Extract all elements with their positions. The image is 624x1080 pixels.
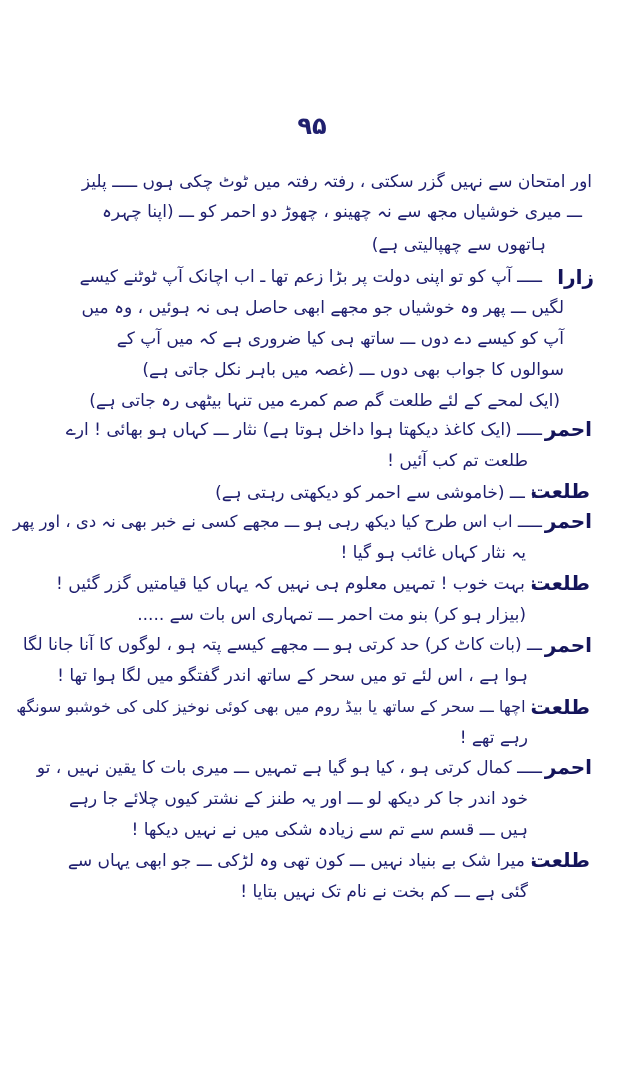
speaker-name: احمر [544, 633, 592, 657]
speaker-name: طلعت [530, 479, 590, 503]
page-number: ۹۵ [297, 112, 327, 140]
speaker-name: زارا [557, 265, 594, 289]
speaker-name: احمر [544, 417, 592, 441]
dialogue-line: : اچھا ـــ سحر کے ساتھ یا بیڈ روم میں بھی کوئی نوخیز کلی کی خوشبو سونگھ [16, 697, 536, 716]
text-line: آپ کو کیسے دے دوں ـــ ساتھ ہی کیا ضروری ہے کہ میں آپ کے [116, 329, 564, 349]
dialogue-line: : ـــ (خاموشی سے احمر کو دیکھتی رہتی ہے) [215, 483, 536, 503]
dialogue-line: ـــ (بات کاٹ کر) حد کرتی ہو ـــ مجھے کیسے پتہ ہو ، لوگوں کا آنا جانا لگا [22, 635, 542, 655]
stage-direction: (ایک لمحے کے لئے طلعت گم صم کمرے میں تنہا بیٹھی رہ جاتی ہے) [89, 391, 560, 411]
speaker-name: طلعت [530, 848, 590, 872]
text-line: خود اندر جا کر دیکھ لو ـــ اور یہ طنز کے نشتر کیوں چلائے جا رہے [69, 789, 528, 809]
stage-direction: (بیزار ہو کر) بنو مت احمر ـــ تمہاری اس بات سے ..... [137, 605, 526, 625]
speaker-name: طلعت [530, 695, 590, 719]
text-line: یہ نثار کہاں غائب ہو گیا ! [340, 543, 526, 563]
text-line: ہوا ہے ، اس لئے تو میں سحر کے ساتھ اندر گفتگو میں لگا ہوا تھا ! [57, 666, 528, 686]
text-line: گئی ہے ـــ کم بخت نے نام تک نہیں بتایا ! [240, 882, 528, 902]
text-line: ـــ میری خوشیاں مجھ سے نہ چھینو ، چھوڑ دو احمر کو ـــ (اپنا چہرہ [101, 202, 582, 222]
dialogue-line: ـــــ (ایک کاغذ دیکھتا ہوا داخل ہوتا ہے) نثار ـــ کہاں ہو بھائی ! ارے [65, 420, 542, 440]
speaker-name: احمر [544, 509, 592, 533]
dialogue-line: ـــــ اب اس طرح کیا دیکھ رہی ہو ـــ مجھے کسی نے خبر بھی نہ دی ، اور پھر [13, 512, 542, 531]
text-line: رہے تھے ! [459, 728, 528, 748]
text-line: ہیں ـــ قسم سے تم سے زیادہ شکی میں نے نہیں دیکھا ! [131, 820, 528, 840]
text-line: سوالوں کا جواب بھی دوں ـــ (غصہ میں باہر نکل جاتی ہے) [142, 360, 564, 380]
text-line: طلعت تم کب آئیں ! [387, 451, 528, 471]
dialogue-line: ـــــ آپ کو تو اپنی دولت پر بڑا زعم تھا ـ اب اچانک آپ ٹوٹنے کیسے [79, 267, 542, 287]
dialogue-line: ـــــ کمال کرتی ہو ، کیا ہو گیا ہے تمہیں ـــ میری بات کا یقین نہیں ، تو [36, 758, 542, 778]
speaker-name: احمر [544, 755, 592, 779]
dialogue-line: : بہت خوب ! تمہیں معلوم ہی نہیں کہ یہاں کیا قیامتیں گزر گئیں ! [56, 574, 536, 594]
speaker-name: طلعت [530, 571, 590, 595]
text-line: ہاتھوں سے چھپالیتی ہے) [371, 235, 546, 255]
text-line: اور امتحان سے نہیں گزر سکتی ، رفتہ رفتہ میں ٹوٹ چکی ہوں ـــــ پلیز [81, 172, 592, 192]
dialogue-line: : میرا شک بے بنیاد نہیں ـــ کون تھی وہ لڑکی ـــ جو ابھی یہاں سے [67, 851, 536, 871]
text-line: لگیں ـــ پھر وہ خوشیاں جو مجھے ابھی حاصل ہی نہ ہوئیں ، وہ میں [81, 298, 564, 318]
